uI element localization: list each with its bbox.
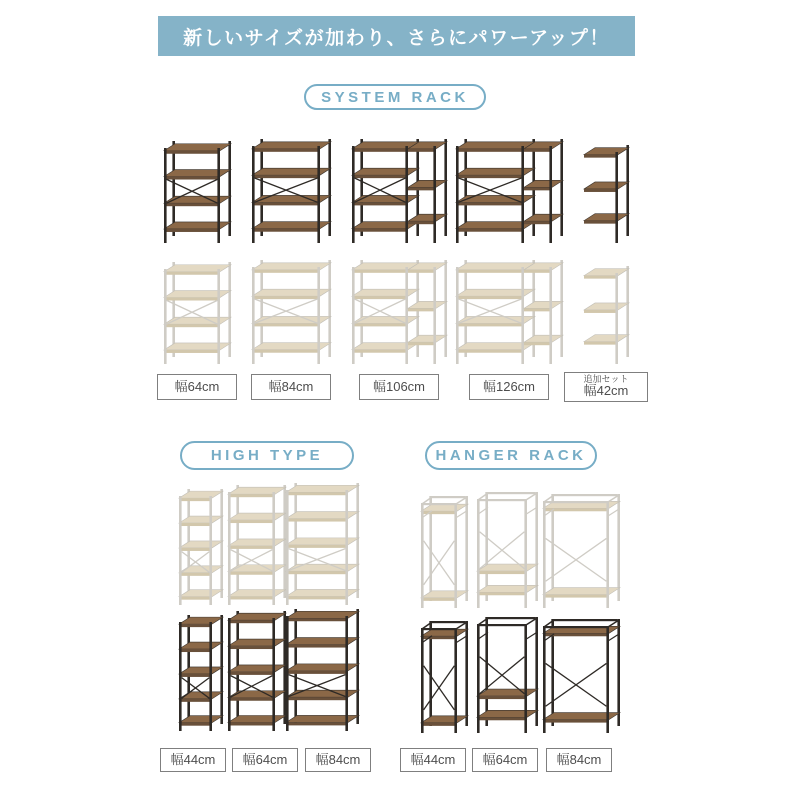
product-image-high_type-1-white <box>226 483 288 607</box>
size-label-system_rack-1 <box>251 374 331 400</box>
size-label-text: 幅64cm <box>174 378 220 394</box>
size-label-system_rack-3 <box>469 374 549 400</box>
product-image-hanger_rack-1-brown <box>475 615 540 735</box>
size-label-text: 幅84cm <box>315 751 361 767</box>
size-label-note: 追加セット <box>583 373 629 384</box>
product-image-system_rack-3-white <box>454 258 565 366</box>
size-label-text: 幅42cm <box>583 383 629 399</box>
product-image-hanger_rack-2-brown <box>541 617 622 735</box>
system-rack-badge <box>304 84 486 110</box>
product-image-hanger_rack-2-white <box>541 492 622 610</box>
product-image-high_type-1-brown <box>226 609 288 733</box>
size-label-system_rack-4 <box>564 372 648 402</box>
product-image-hanger_rack-0-white <box>419 494 470 610</box>
size-label-text: 幅64cm <box>242 751 288 767</box>
product-image-system_rack-0-white <box>162 260 233 366</box>
product-image-high_type-0-brown <box>177 613 225 733</box>
size-label-system_rack-2 <box>359 374 439 400</box>
product-image-system_rack-3-brown <box>454 137 565 245</box>
product-image-system_rack-4-brown <box>582 143 631 245</box>
product-image-system_rack-4-white <box>582 264 631 366</box>
size-label-text: 幅44cm <box>410 751 456 767</box>
hanger-rack-badge <box>425 441 597 470</box>
product-image-system_rack-2-white <box>350 258 449 366</box>
size-label-text: 幅64cm <box>482 751 528 767</box>
promo-banner <box>158 16 635 56</box>
size-label-text: 幅126cm <box>482 378 536 394</box>
size-label-system_rack-0 <box>157 374 237 400</box>
size-label-hanger_rack-1 <box>472 748 538 772</box>
system-rack-badge-label: SYSTEM RACK <box>321 88 469 106</box>
high-type-badge <box>180 441 354 470</box>
size-label-high_type-2 <box>305 748 371 772</box>
size-label-text: 幅84cm <box>268 378 314 394</box>
product-image-system_rack-1-white <box>250 258 333 366</box>
product-image-high_type-0-white <box>177 487 225 607</box>
product-image-hanger_rack-1-white <box>475 490 540 610</box>
product-image-system_rack-1-brown <box>250 137 333 245</box>
product-image-system_rack-0-brown <box>162 139 233 245</box>
hanger-rack-badge-label: HANGER RACK <box>435 447 587 464</box>
product-image-system_rack-2-brown <box>350 137 449 245</box>
high-type-badge-label: HIGH TYPE <box>210 447 324 464</box>
size-label-high_type-0 <box>160 748 226 772</box>
product-image-high_type-2-white <box>284 481 361 607</box>
promo-banner-text: 新しいサイズが加わり、さらにパワーアップ！ <box>183 27 610 49</box>
size-label-high_type-1 <box>232 748 298 772</box>
size-label-hanger_rack-2 <box>546 748 612 772</box>
product-image-hanger_rack-0-brown <box>419 619 470 735</box>
size-label-hanger_rack-0 <box>400 748 466 772</box>
size-label-text: 幅44cm <box>170 751 216 767</box>
size-label-text: 幅84cm <box>556 751 602 767</box>
size-label-text: 幅106cm <box>372 378 426 394</box>
product-image-high_type-2-brown <box>284 607 361 733</box>
